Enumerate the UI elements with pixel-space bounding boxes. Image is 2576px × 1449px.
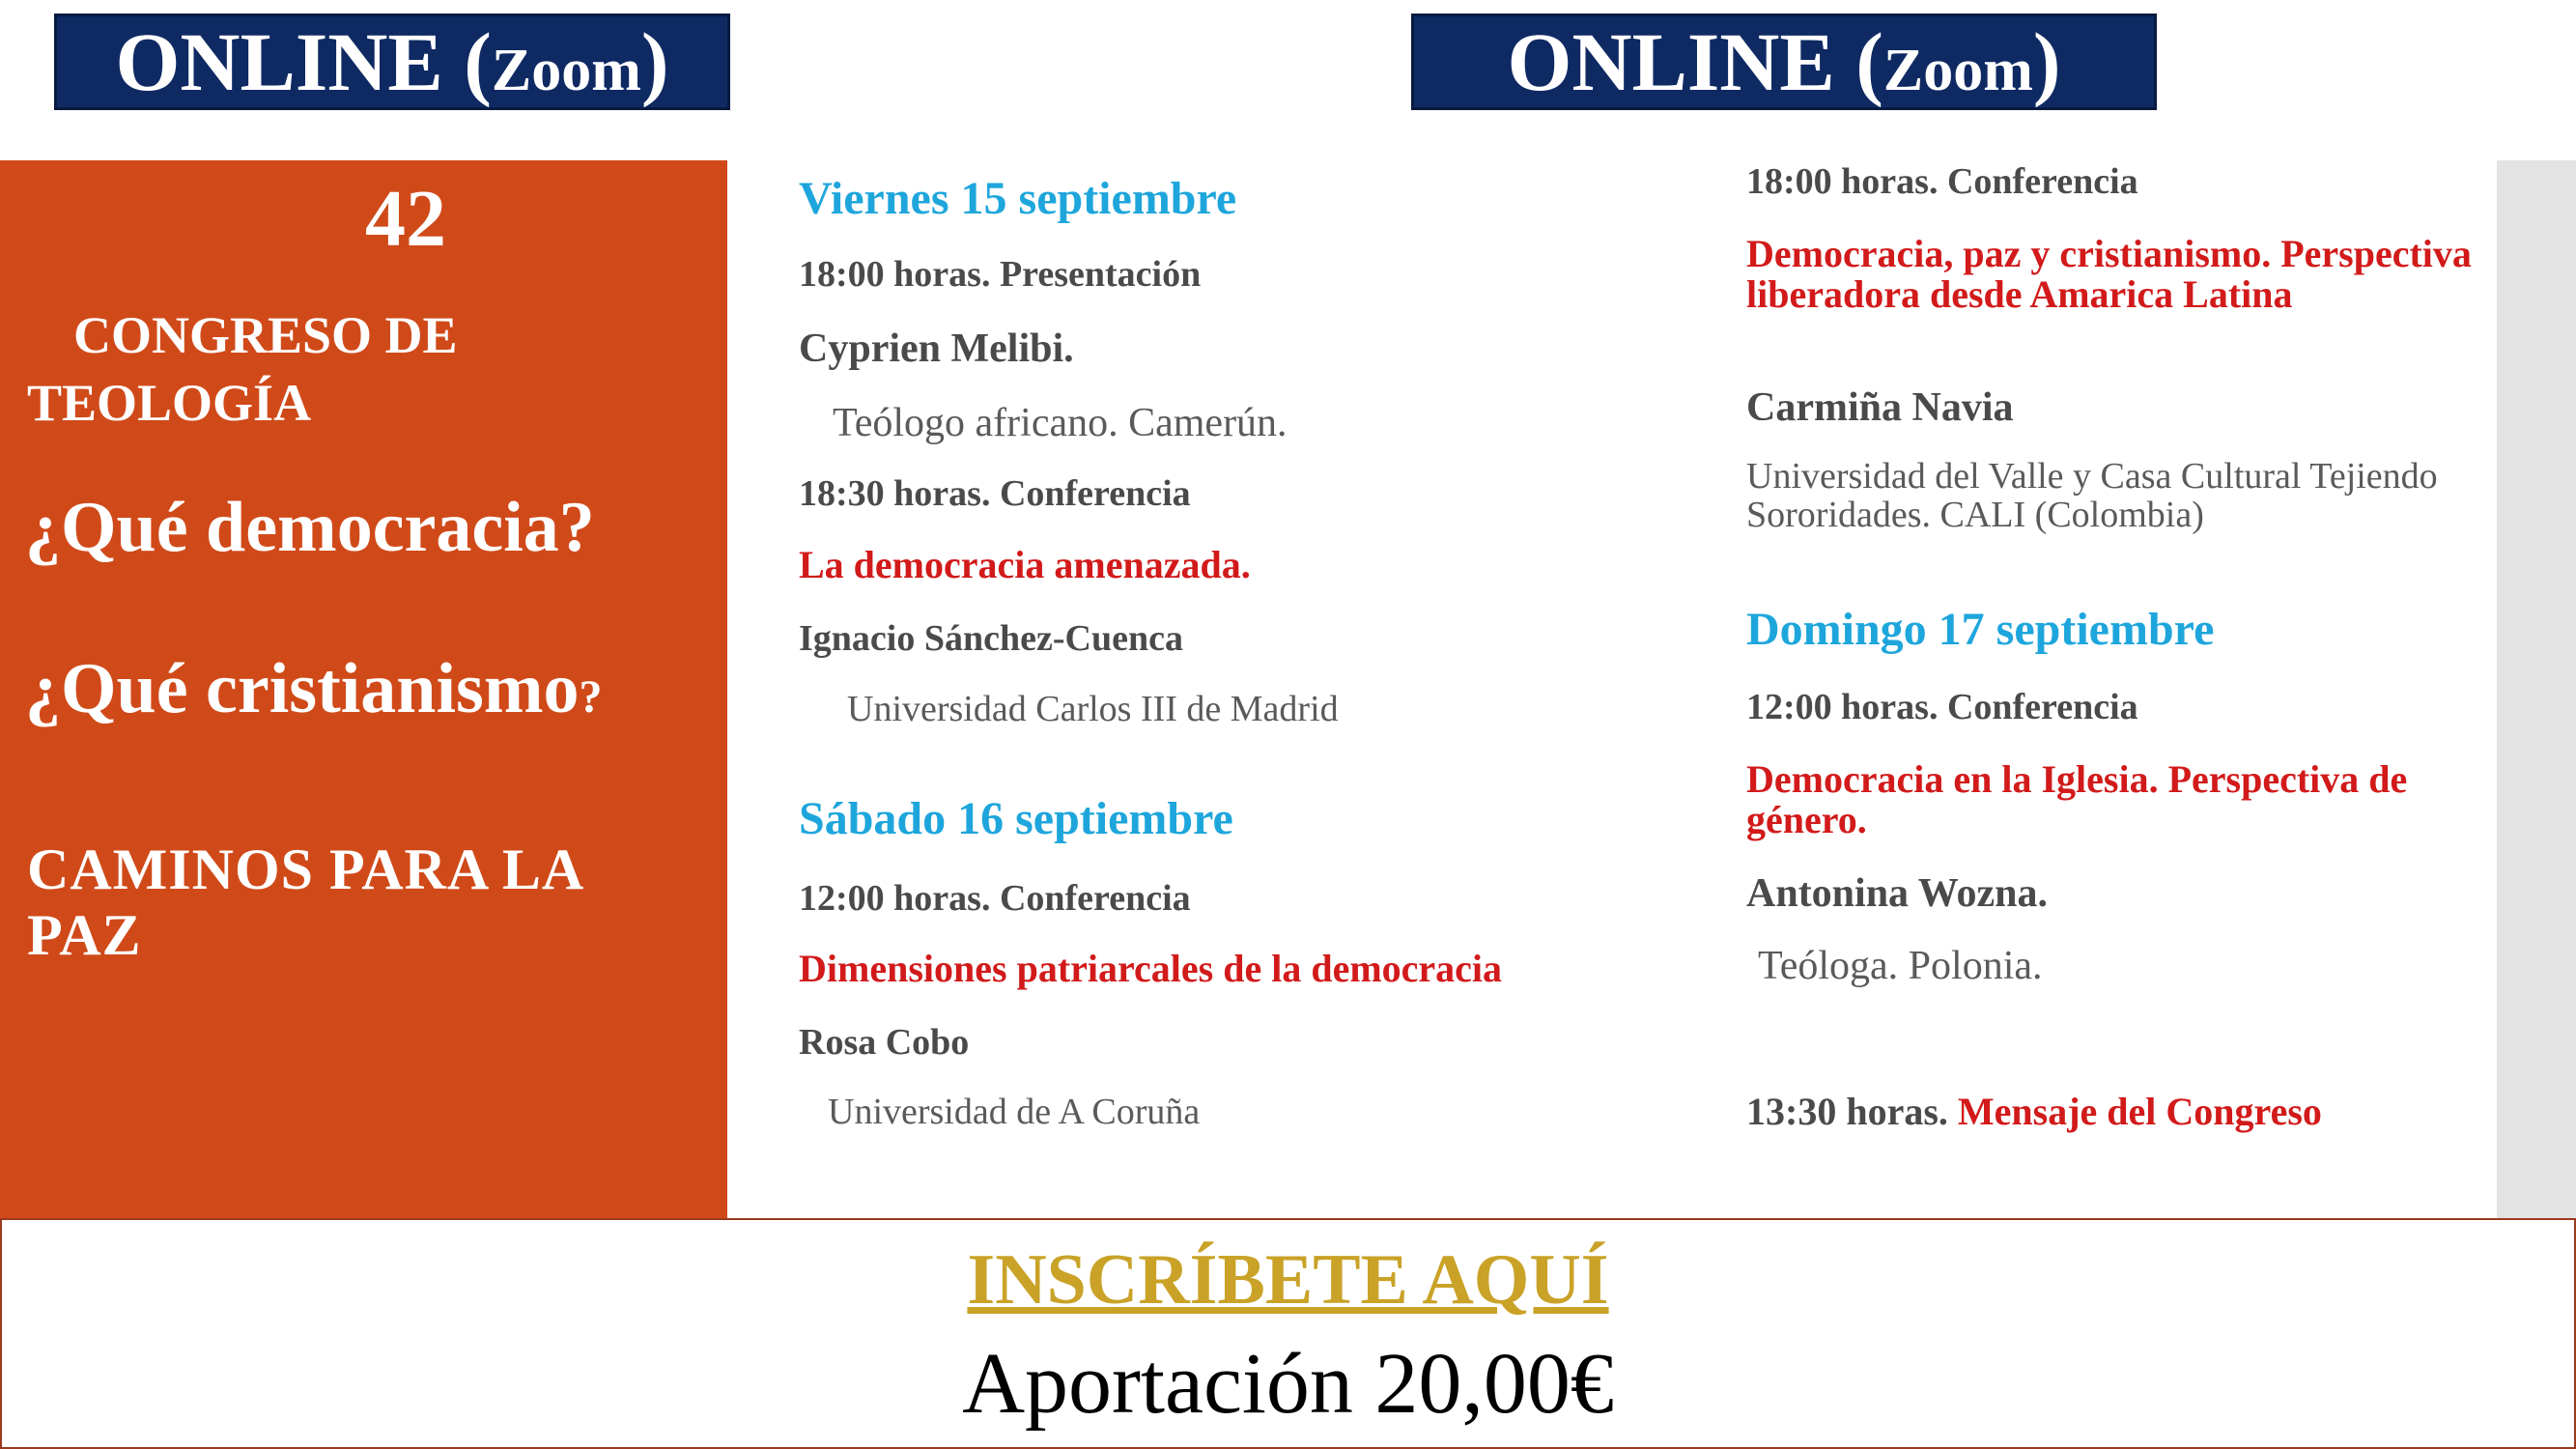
registration-box	[0, 1218, 2576, 1449]
question-democracy: ¿Qué democracia?	[25, 488, 595, 567]
session-topic: La democracia amenazada.	[799, 543, 1251, 586]
speaker-name: Antonina Wozna.	[1746, 871, 2048, 916]
subtitle-line2: PAZ	[27, 903, 142, 967]
speaker-name: Cyprien Melibi.	[799, 327, 1074, 371]
speaker-affiliation: Teólogo africano. Camerún.	[833, 401, 1288, 445]
banner-online-text: ONLINE (	[115, 15, 492, 108]
session-time: 12:00 horas. Conferencia	[799, 878, 1191, 919]
question-christianity	[25, 648, 602, 730]
speaker-affiliation: Teóloga. Polonia.	[1758, 944, 2043, 988]
banner-online-text: ONLINE (	[1507, 15, 1883, 108]
speaker-affiliation: Universidad del Valle y Casa Cultural Tejiendo Sororidades. CALI (Colombia)	[1746, 456, 2438, 535]
congress-title-line1: CONGRESO DE	[73, 306, 458, 364]
session-time: 13:30 horas.	[1746, 1090, 1948, 1133]
congress-title-line2: TEOLOGÍA	[27, 374, 312, 432]
speaker-name: Ignacio Sánchez-Cuenca	[799, 618, 1183, 659]
side-decoration-bar	[2497, 160, 2576, 1218]
contribution-price: Aportación 20,00€	[962, 1336, 1614, 1432]
banner-zoom-text: Zoom	[1882, 38, 2033, 103]
session-topic: Democracia, paz y cristianismo. Perspectiva liberadora desde Amarica Latina	[1746, 232, 2472, 316]
question-mark: ?	[579, 671, 603, 723]
subtitle-line1: CAMINOS PARA LA	[27, 838, 585, 901]
session-time: 18:30 horas. Conferencia	[799, 473, 1191, 514]
banner-paren: )	[2032, 15, 2061, 108]
session-topic: Mensaje del Congreso	[1957, 1090, 2322, 1133]
banner-paren: )	[640, 15, 669, 108]
congress-title-panel	[0, 160, 727, 1218]
speaker-affiliation: Universidad de A Coruña	[828, 1092, 1201, 1132]
speaker-name: Carmiña Navia	[1746, 385, 2014, 430]
question-christianity-text: ¿Qué cristianismo	[25, 649, 580, 728]
speaker-name: Rosa Cobo	[799, 1022, 970, 1063]
day-heading-saturday: Sábado 16 septiembre	[799, 793, 1233, 844]
online-zoom-banner-left	[54, 14, 730, 110]
session-time: 12:00 horas. Conferencia	[1746, 687, 2138, 727]
day-heading-friday: Viernes 15 septiembre	[799, 173, 1237, 224]
closing-session	[1746, 1089, 2322, 1134]
session-time: 18:00 horas. Presentación	[799, 254, 1202, 295]
banner-zoom-text: Zoom	[491, 38, 641, 103]
speaker-affiliation: Universidad Carlos III de Madrid	[847, 689, 1339, 729]
session-topic: Democracia en la Iglesia. Perspectiva de género.	[1746, 757, 2408, 841]
congress-subtitle	[27, 837, 584, 968]
register-link[interactable]: INSCRÍBETE AQUÍ	[967, 1240, 1609, 1320]
session-time: 18:00 horas. Conferencia	[1746, 161, 2138, 202]
congress-number: 42	[365, 174, 446, 264]
online-zoom-banner-right	[1411, 14, 2157, 110]
day-heading-sunday: Domingo 17 septiembre	[1746, 604, 2215, 655]
session-topic: Dimensiones patriarcales de la democracia	[799, 947, 1503, 990]
